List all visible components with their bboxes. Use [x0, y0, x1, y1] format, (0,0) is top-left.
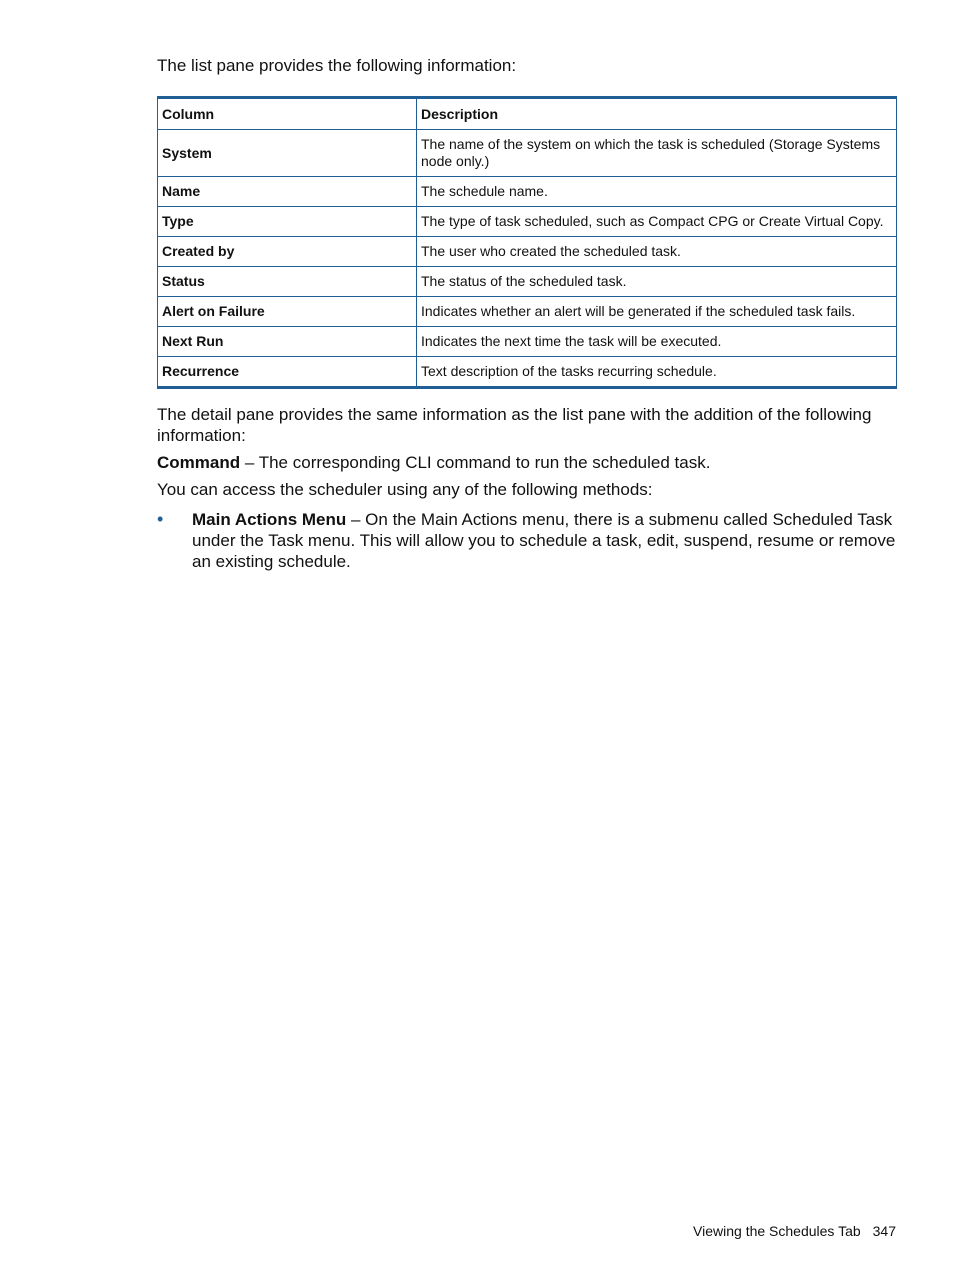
table-row [158, 237, 897, 267]
description-header: Description [417, 98, 897, 130]
column-header: Column [158, 98, 417, 130]
table-cell-description: The status of the scheduled task. [417, 267, 897, 297]
table-cell-column: Created by [158, 237, 417, 267]
table-row [158, 357, 897, 388]
detail-pane-paragraph: The detail pane provides the same information as the list pane with the addition of the following information: [157, 405, 872, 445]
table-cell-column: Status [158, 267, 417, 297]
list-pane-table-container [157, 96, 897, 389]
table-cell-description: The name of the system on which the task is scheduled (Storage Systems node only.) [417, 130, 897, 177]
table-header-row [158, 98, 897, 130]
table-cell-column: Alert on Failure [158, 297, 417, 327]
command-paragraph [157, 452, 897, 473]
table-cell-description: Indicates whether an alert will be generated if the scheduled task fails. [417, 297, 897, 327]
table-cell-description: Text description of the tasks recurring schedule. [417, 357, 897, 388]
command-description: – The corresponding CLI command to run the scheduled task. [240, 453, 711, 472]
table-cell-description: The schedule name. [417, 177, 897, 207]
list-pane-columns-table [157, 96, 897, 389]
bullet-text [192, 509, 897, 572]
bullet-description: – On the Main Actions menu, there is a submenu called Scheduled Task under the Task menu. This will allow you to schedule a task, edit, suspend, resume or remove an existing schedule. [192, 510, 896, 571]
page-footer [693, 1222, 896, 1240]
table-row [158, 267, 897, 297]
table-cell-description: The type of task scheduled, such as Compact CPG or Create Virtual Copy. [417, 207, 897, 237]
bullet-term: Main Actions Menu [192, 510, 347, 529]
table-row [158, 207, 897, 237]
page-number: 347 [872, 1223, 896, 1239]
table-cell-column: Name [158, 177, 417, 207]
footer-section-title: Viewing the Schedules Tab [693, 1223, 861, 1239]
bullet-icon: • [157, 509, 164, 529]
intro-paragraph: The list pane provides the following information: [157, 56, 517, 75]
table-cell-description: The user who created the scheduled task. [417, 237, 897, 267]
table-cell-column: Recurrence [158, 357, 417, 388]
table-cell-column: Next Run [158, 327, 417, 357]
table-row [158, 177, 897, 207]
table-row [158, 130, 897, 177]
table-cell-column: Type [158, 207, 417, 237]
access-methods-paragraph: You can access the scheduler using any of the following methods: [157, 480, 653, 499]
table-row [158, 327, 897, 357]
command-term: Command [157, 453, 241, 472]
table-cell-column: System [158, 130, 417, 177]
table-cell-description: Indicates the next time the task will be executed. [417, 327, 897, 357]
table-row [158, 297, 897, 327]
